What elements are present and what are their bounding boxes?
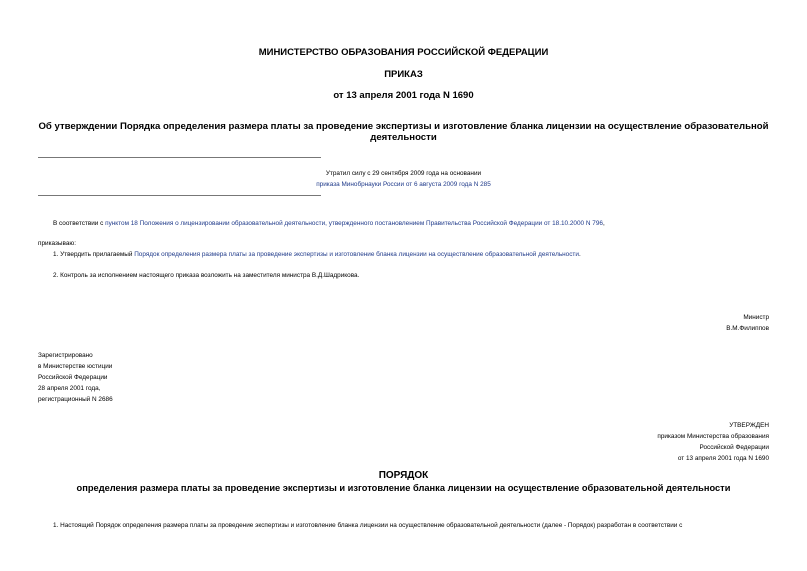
item-1-prefix: 1. Утвердить прилагаемый [53, 251, 135, 258]
registration-line: Зарегистрировано [38, 352, 93, 359]
document-type: ПРИКАЗ [384, 69, 423, 80]
registration-line: Российской Федерации [38, 374, 108, 381]
procedure-heading: ПОРЯДОК [378, 470, 429, 481]
order-word: приказываю: [38, 240, 76, 247]
procedure-subheading: определения размера платы за проведение экспертизы и изготовление бланка лицензии на осуществление образовательной деятельности [76, 483, 731, 493]
signature-position: Министр [743, 314, 769, 321]
order-title-line1: Об утверждении Порядка определения размера платы за проведение экспертизы и изготовление бланка лицензии на осуществление образовательной [38, 121, 769, 132]
intro-link[interactable]: пунктом 18 Положения о лицензировании образовательной деятельности, утвержденного постановлением Правительства Российской Федерации от 18.10.2000 N 796 [105, 220, 603, 227]
approval-line: Российской Федерации [699, 444, 769, 451]
status-link[interactable]: приказа Минобрнауки России от 6 августа 2009 года N 285 [316, 181, 491, 188]
ministry-heading: МИНИСТЕРСТВО ОБРАЗОВАНИЯ РОССИЙСКОЙ ФЕДЕРАЦИИ [258, 47, 549, 58]
divider-top [38, 157, 321, 158]
intro-paragraph [53, 220, 605, 227]
item-1 [53, 251, 581, 258]
item-1-suffix: . [578, 251, 581, 258]
registration-line: регистрационный N 2686 [38, 396, 113, 403]
approval-line: УТВЕРЖДЕН [729, 422, 769, 429]
status-text: Утратил силу с 29 сентября 2009 года на основании [325, 170, 482, 177]
order-title-line2: деятельности [370, 132, 437, 143]
procedure-paragraph-1: 1. Настоящий Порядок определения размера платы за проведение экспертизы и изготовление бланка лицензии на осуществление образовательной деятельности (далее - Порядок) разработан в соответствии с [53, 522, 683, 529]
registration-line: 28 апреля 2001 года, [38, 385, 101, 392]
approval-line: приказом Министерства образования [657, 433, 769, 440]
divider-bottom [38, 195, 321, 196]
item-2: 2. Контроль за исполнением настоящего приказа возложить на заместителя министра В.Д.Шадрикова. [53, 272, 360, 279]
approval-line: от 13 апреля 2001 года N 1690 [677, 455, 769, 462]
signature-name: В.М.Филиппов [726, 325, 769, 332]
order-date-number: от 13 апреля 2001 года N 1690 [333, 90, 474, 101]
intro-suffix: , [602, 220, 605, 227]
intro-prefix: В соответствии с [53, 220, 106, 227]
registration-line: в Министерстве юстиции [38, 363, 113, 370]
item-1-link[interactable]: Порядок определения размера платы за проведение экспертизы и изготовление бланка лицензии на осуществление образовательной деятельности [134, 251, 579, 258]
